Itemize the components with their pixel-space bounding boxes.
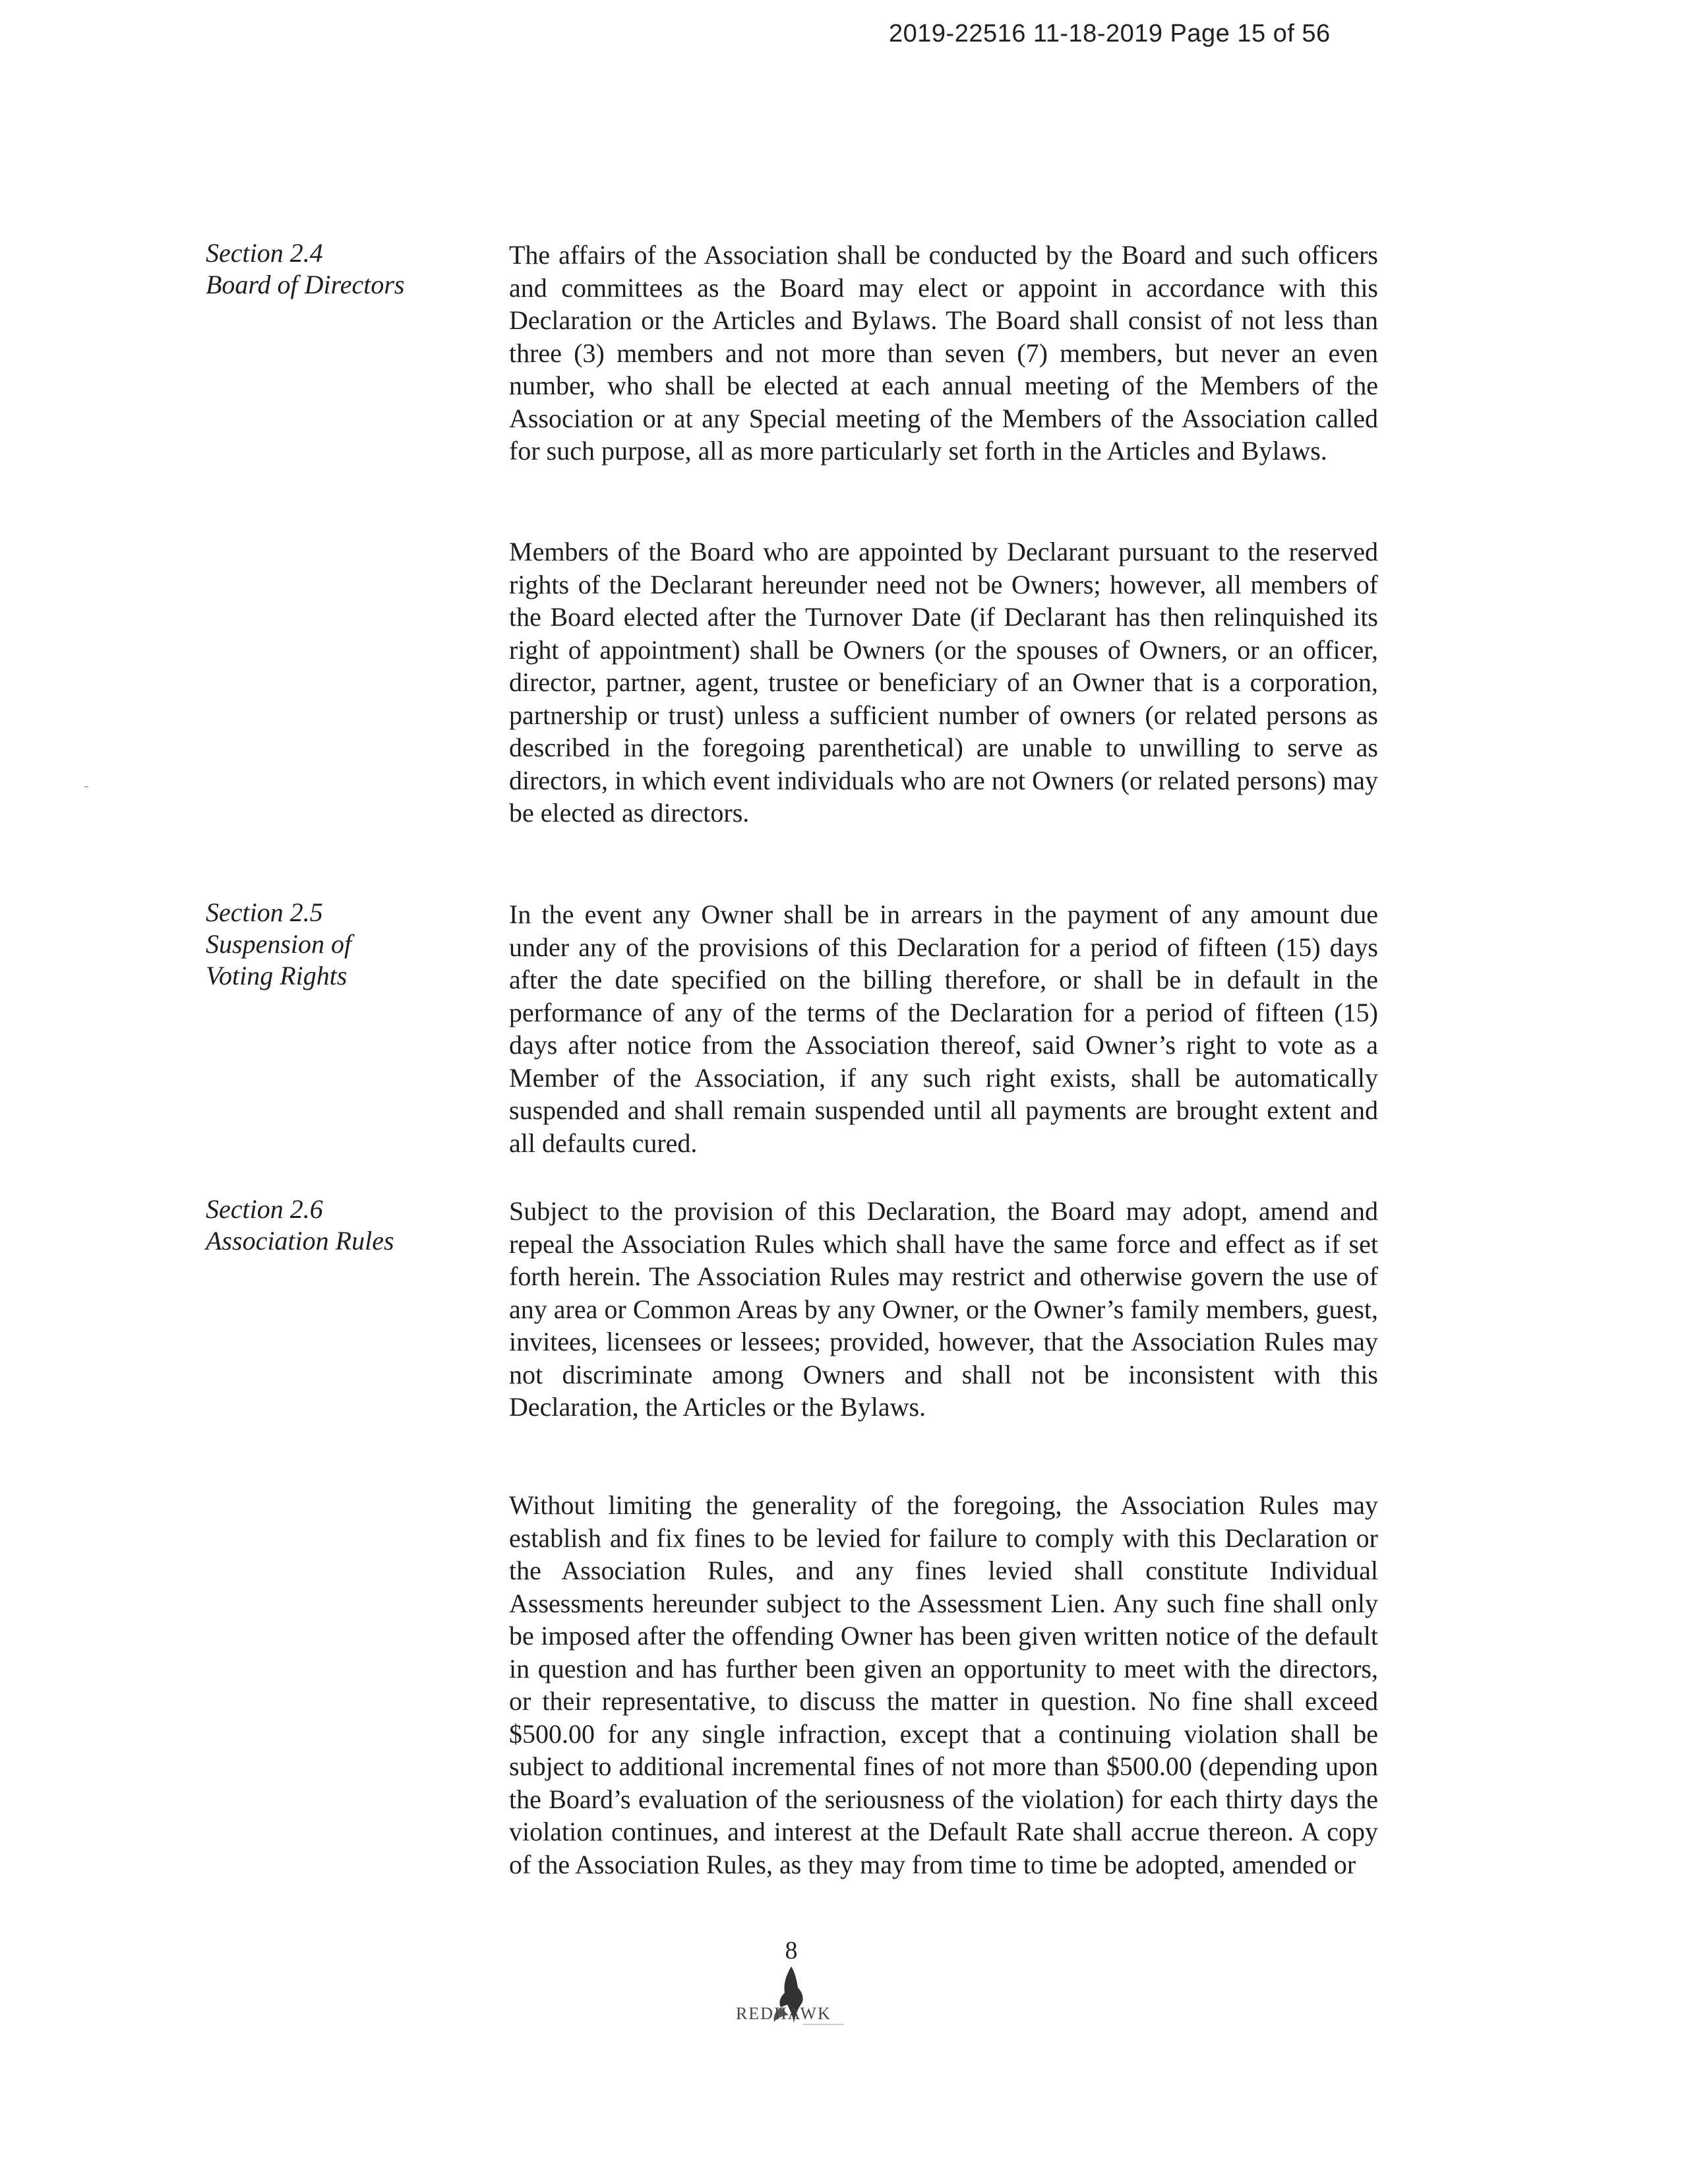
section-number: Section 2.5 (206, 897, 323, 927)
page-number: 8 (785, 1937, 798, 1964)
section-heading-2-6 (206, 1194, 456, 1257)
section-heading-2-5 (206, 897, 456, 992)
scan-artifact-mark (84, 786, 88, 787)
paragraph-board-members: Members of the Board who are appointed by Declarant pursuant to the reserved rights of the Declarant hereunder need not be Owners; however, all members of the Board elected after the Turnover Date (if Declarant has then relinquished its right of appointment) shall be Owners (or the spouses of Owners, or an officer, director, partner, agent, trustee or beneficiary of an Owner that is a corporation, partnership or trust) unless a sufficient number of owners (or related persons as described in the foregoing parenthetical) are unable to unwilling to serve as directors, in which event individuals who are not Owners (or related persons) may be elected as directors. (509, 537, 1378, 828)
section-number: Section 2.4 (206, 238, 323, 268)
section-heading-2-4 (206, 237, 456, 301)
logo-text: REDHAWK (736, 2004, 831, 2023)
paragraph-association-rules: Subject to the provision of this Declaration, the Board may adopt, amend and repeal the Association Rules which shall have the same force and effect as if set forth herein. The Association Rules may restrict and otherwise govern the use of any area or Common Areas by any Owner, or the Owner’s family members, guest, invitees, licensees or lessees; provided, however, that the Association Rules may not discriminate among Owners and shall not be inconsistent with this Declaration, the Articles or the Bylaws. (509, 1196, 1378, 1422)
paragraph-board-of-directors: The affairs of the Association shall be conducted by the Board and such officers and committees as the Board may elect or appoint in accordance with this Declaration or the Articles and Bylaws. The Board shall consist of not less than three (3) members and not more than seven (7) members, but never an even number, who shall be elected at each annual meeting of the Members of the Association or at any Special meeting of the Members of the Association called for such purpose, all as more particularly set forth in the Articles and Bylaws. (509, 240, 1378, 466)
section-title: Suspension of (206, 929, 352, 959)
section-title: Board of Directors (206, 270, 405, 299)
section-title: Association Rules (206, 1226, 394, 1256)
section-title: Voting Rights (206, 961, 347, 990)
page-header-recording-info: 2019-22516 11-18-2019 Page 15 of 56 (889, 20, 1331, 47)
paragraph-association-rules-fines: Without limiting the generality of the foregoing, the Association Rules may establish and fix fines to be levied for failure to comply with this Declaration or the Association Rules, and any fines levied shall constitute Individual Assessments hereunder subject to the Assessment Lien. Any such fine shall only be imposed after the offending Owner has been given written notice of the default in question and has further been given an opportunity to meet with the directors, or their representative, to discuss the matter in question. No fine shall exceed $500.00 for any single infraction, except that a continuing violation shall be subject to additional incremental fines of not more than $500.00 (depending upon the Board’s evaluation of the seriousness of the violation) for each thirty days the violation continues, and interest at the Default Rate shall accrue thereon. A copy of the Association Rules, as they may from time to time be adopted, amended or (509, 1490, 1378, 1879)
section-number: Section 2.6 (206, 1194, 323, 1224)
paragraph-suspension-of-voting-rights: In the event any Owner shall be in arrears in the payment of any amount due under any of the provisions of this Declaration for a period of fifteen (15) days after the date specified on the billing therefore, or shall be in default in the performance of any of the terms of the Declaration for a period of fifteen (15) days after notice from the Association thereof, said Owner’s right to vote as a Member of the Association, if any such right exists, shall be automatically suspended and shall remain suspended until all payments are brought extent and all defaults cured. (509, 899, 1378, 1158)
redhawk-logo-icon (712, 1964, 870, 2036)
